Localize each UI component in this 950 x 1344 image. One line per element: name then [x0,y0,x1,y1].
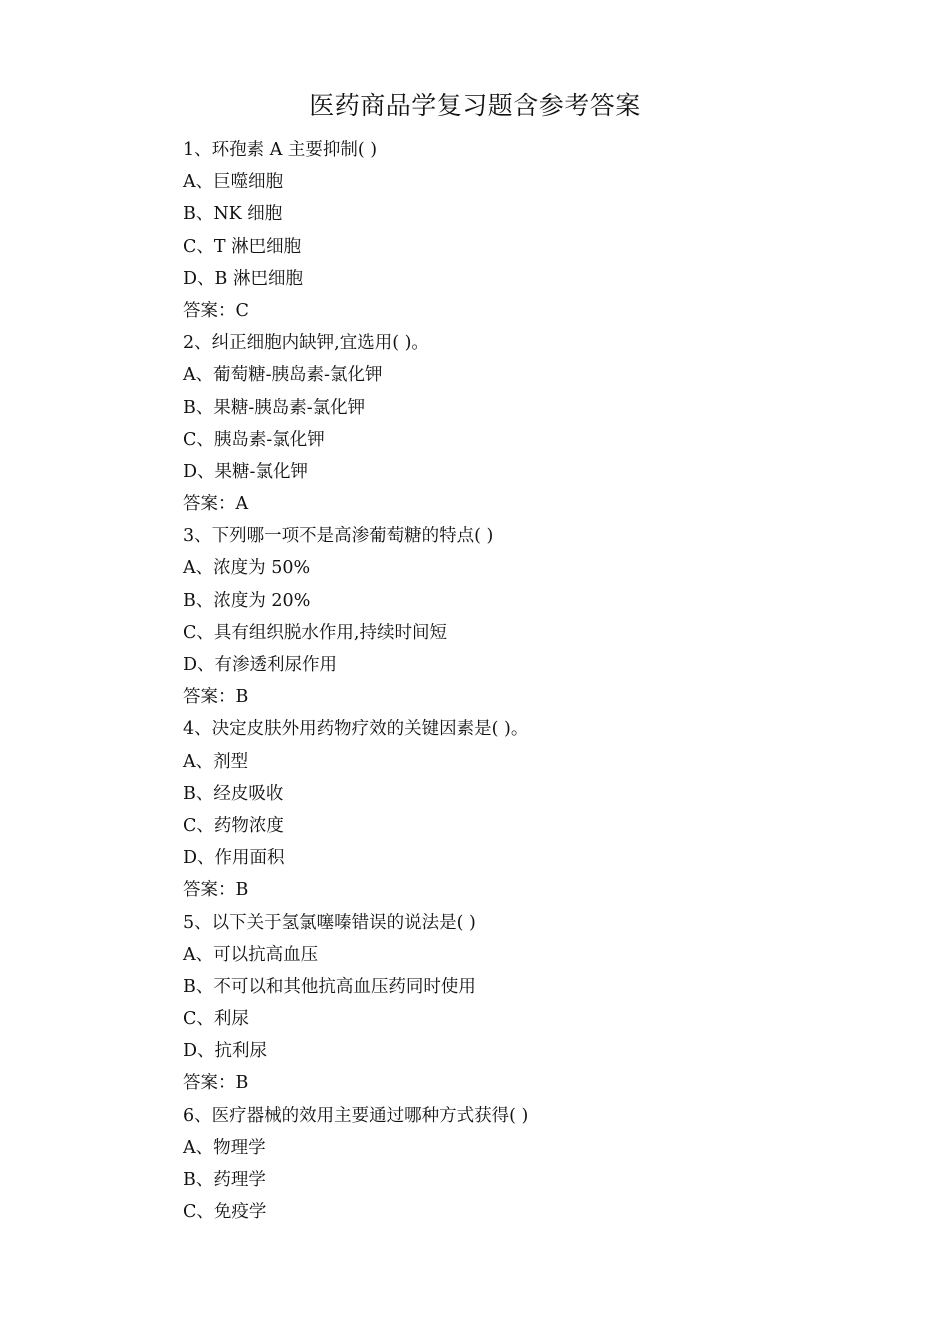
option: A、剂型 [183,751,249,772]
option: D、抗利尿 [183,1041,268,1062]
question-stem: 3、下列哪一项不是高渗葡萄糖的特点( ) [183,526,494,547]
question-list [183,134,883,1228]
option: A、物理学 [183,1137,266,1158]
option: A、可以抗高血压 [183,944,319,965]
question-stem: 1、环孢素 A 主要抑制( ) [183,140,378,160]
option: B、经皮吸收 [183,783,284,804]
answer: 答案：C [183,300,249,321]
option: B、不可以和其他抗高血压药同时使用 [183,976,476,997]
option: D、有渗透利尿作用 [183,655,338,675]
option: A、葡萄糖-胰岛素-氯化钾 [183,365,383,386]
answer: 答案：B [183,880,249,901]
option: A、浓度为 50% [183,558,311,579]
answer: 答案：A [183,494,249,515]
question-stem: 4、决定皮肤外用药物疗效的关键因素是( )。 [183,719,529,740]
option: C、利尿 [183,1009,249,1030]
document-title: 医药商品学复习题含参考答案 [309,91,641,120]
option: D、作用面积 [183,848,285,869]
option: B、药理学 [183,1170,266,1190]
option: B、NK 细胞 [183,204,283,225]
option: A、巨噬细胞 [183,172,284,193]
question-stem: 5、以下关于氢氯噻嗪错误的说法是( ) [183,912,476,933]
answer: 答案：B [183,687,249,708]
option: C、T 淋巴细胞 [183,236,302,257]
question-stem: 2、纠正细胞内缺钾,宜选用( )。 [183,333,429,354]
option: B、果糖-胰岛素-氯化钾 [183,397,366,418]
option: C、药物浓度 [183,815,284,836]
option: C、胰岛素-氯化钾 [183,429,325,450]
question-stem: 6、医疗器械的效用主要通过哪种方式获得( ) [183,1105,529,1126]
answer: 答案：B [183,1073,249,1094]
option: B、浓度为 20% [183,590,311,611]
option: D、B 淋巴细胞 [183,268,303,289]
option: C、具有组织脱水作用,持续时间短 [183,622,447,643]
option: D、果糖-氯化钾 [183,461,308,482]
option: C、免疫学 [183,1202,267,1223]
